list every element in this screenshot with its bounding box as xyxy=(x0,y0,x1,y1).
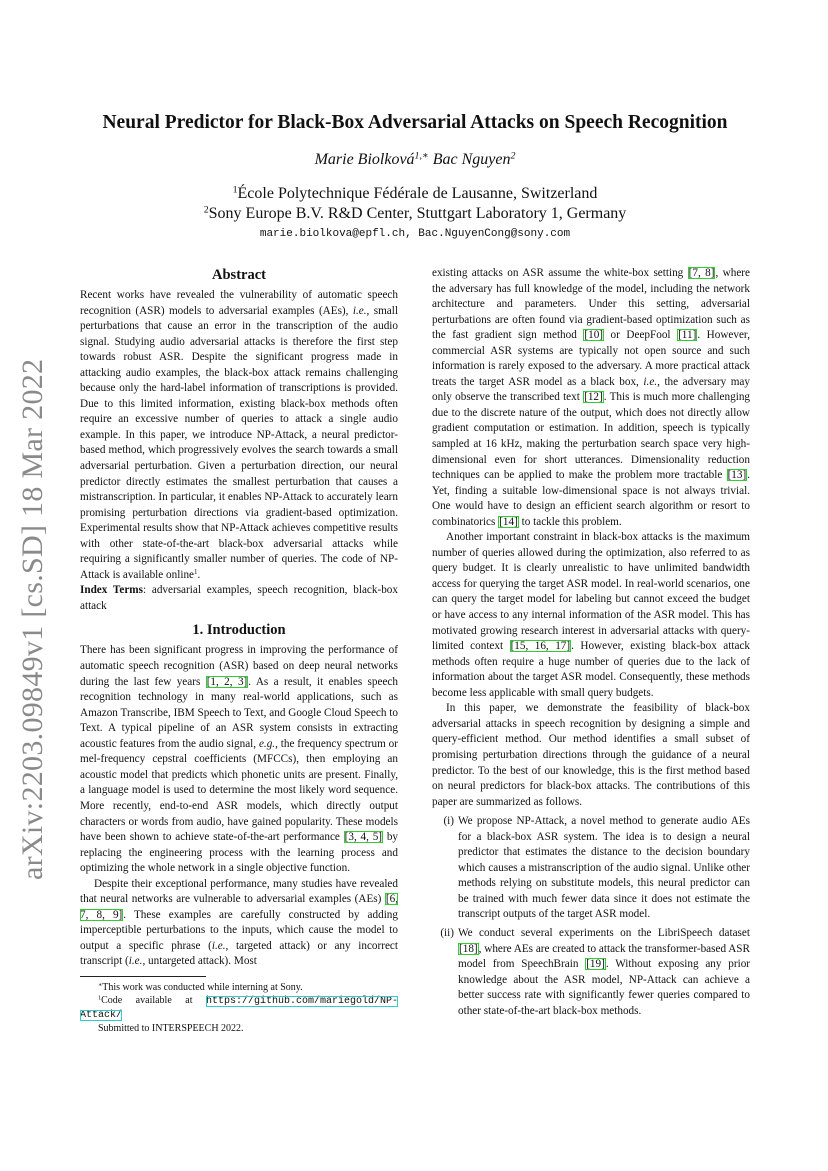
footnote-rule xyxy=(80,976,206,977)
intro-paragraph-5: In this paper, we demonstrate the feasibility of black-box adversarial attacks in speech recognition by designing a simple and query-efficient method. Our method identifies a small subset of promising perturbation directions through the guidance of a neural predictor. To the best of our knowledge, this is the first method based on neural predictors for black-box attacks. The contributions of this paper are summarized as follows. xyxy=(432,702,750,808)
intro-paragraph-3: existing attacks on ASR assume the white-box setting [7, 8], where the adversary has full knowledge of the model, including the network architecture and parameters. Under this setting, adversarial perturbations are often found via gradient-based optimization such as the fast gradient sign method [10] or DeepFool [11]. However, commercial ASR systems are typically not open source and such information is rarely exposed to the adversary. A more practical attack treats the target ASR model as a black box, i.e., the adversary may only observe the transcribed text [12]. This is much more challenging due to the discrete nature of the output, which does not directly allow gradient computation or estimation. In addition, speech is typically sampled at 16 kHz, making the perturbation search space very high-dimensional even for short utterances. Dimensionality reduction techniques can be applied to make the problem more tractable [13]. Yet, finding a suitable low-dimensional space is not always trivial. One would have to design an efficient search algorithm or resort to combinatorics [14] to tackle this problem. xyxy=(432,267,751,528)
citation-link[interactable]: [1, 2, 3] xyxy=(206,675,248,688)
footnote-star: ∗This work was conducted while interning at Sony. xyxy=(98,981,303,993)
contribution-item-1: (i) We propose NP-Attack, a novel method to generate audio AEs for a black-box ASR system. The idea is to design a neural predictor that estimates the distance to the decision boundary which causes a mistranscription of the audio signal. Unlike other methods relying on substitute models, this neural predictor can be trained with much fewer data since it does not estimate the transcript outputs of the target ASR model. xyxy=(443,815,750,921)
arxiv-identifier-stamp xyxy=(16,360,66,880)
affiliation-1: $^1$École Polytechnique Fédérale de Lausanne, Switzerland xyxy=(232,184,598,202)
citation-link[interactable]: [7, 8] xyxy=(688,267,715,279)
citation-link[interactable]: [14] xyxy=(499,515,518,528)
abstract-body: Recent works have revealed the vulnerability of automatic speech recognition (ASR) models to adversarial examples (AEs), i.e., small perturbations that cause an error in the transcription of the audio signal. Studying audio adversarial attacks is therefore the first step towards robust ASR. Despite the significant progress made in attacking audio examples, the black-box attack remains challenging because only the hard-label information of transcriptions is provided. Due to this limited information, existing black-box methods often require an excessive number of queries to attack a single audio example. In this paper, we introduce NP-Attack, a neural predictor-based method, which progressively evolves the search towards a small adversarial perturbation. Given a perturbation direction, our neural predictor directly estimates the smallest perturbation that causes a mistranscription. In particular, it enables NP-Attack to accurately learn promising perturbation directions via gradient-based optimization. Experimental results show that NP-Attack achieves competitive results with other state-of-the-art black-box adversarial attacks while requiring a significantly smaller number of queries. The code of NP-Attack is available online$^1$. xyxy=(80,289,398,581)
author-1-name: Marie Biolková xyxy=(314,151,415,168)
contribution-item-2: (ii) We conduct several experiments on the LibriSpeech dataset [18], where AEs are created to attack the transformer-based ASR model from SpeechBrain [19]. Without exposing any prior knowledge about the ASR model, NP-Attack can achieve a better success rate with significantly fewer queries compared to other state-of-the-art black-box methods. xyxy=(440,926,751,1017)
author-2-name: Bac Nguyen xyxy=(432,151,511,168)
citation-link[interactable]: [12] xyxy=(584,391,603,404)
intro-paragraph-4: Another important constraint in black-box attacks is the maximum number of queries allowed during the optimization, also referred to as query budget. It is clearly unrealistic to have unlimited bandwidth access for querying the target ASR model. In real-world scenarios, one can query the target model for labeling but cannot exceed the budget or have access to any internal information of the ASR model. This has motivated growing research interest in adversarial attacks with query-limited context [15, 16, 17]. However, existing black-box attack methods often require a huge number of queries due to the lack of information about the target ASR model. Consequently, these methods become less applicable with small query budgets. xyxy=(432,531,750,699)
citation-link[interactable]: [19] xyxy=(586,958,605,971)
abstract-heading: Abstract xyxy=(212,267,266,283)
footnote-1: $^1$Code available at https://github.com/mariegold/NP-Attack/ xyxy=(80,994,398,1021)
left-column xyxy=(80,266,398,970)
footnotes xyxy=(80,976,398,1035)
author-2-mark: 2 xyxy=(510,150,516,162)
author-line xyxy=(60,151,770,169)
code-url-link[interactable]: https://github.com/mariegold/NP-Attack/ xyxy=(80,996,398,1021)
arxiv-identifier-text: arXiv:2203.09849v1 [cs.SD] 18 Mar 2022 xyxy=(16,358,49,880)
contributions-list xyxy=(432,814,750,1019)
right-column xyxy=(432,266,750,1022)
intro-paragraph-1: There has been significant progress in improving the performance of automatic speech recognition (ASR) based on deep neural networks during the last few years [1, 2, 3]. As a result, it enables speech recognition technology in many real-world applications, such as Amazon Transcribe, IBM Speech to Text, and Google Cloud Speech to Text. A typical pipeline of an ASR system consists in extracting acoustic features from the audio signal, e.g., the frequency spectrum or mel-frequency cepstral coefficients (MFCCs), then employing an acoustic model that predicts which phonetic units are present. Finally, a language model is used to determine the most likely word sequence. More recently, end-to-end ASR models, which directly output characters or words from audio, have gained popularity. These models have been shown to achieve state-of-the-art performance [3, 4, 5] by replacing the engineering process with the learning process and optimizing the whole network in a single objective function. xyxy=(80,644,399,875)
affiliation-2: $^2$Sony Europe B.V. R&D Center, Stuttgart Laboratory 1, Germany xyxy=(203,204,627,222)
index-terms: Index Terms: adversarial examples, speech recognition, black-box attack xyxy=(80,584,398,612)
citation-link[interactable]: [11] xyxy=(678,329,697,342)
citation-link[interactable]: [18] xyxy=(459,942,478,955)
paper-title: Neural Predictor for Black-Box Adversarial Attacks on Speech Recognition xyxy=(102,112,728,133)
footnote-1-ref[interactable]: 1 xyxy=(194,568,198,577)
citation-link[interactable]: [13] xyxy=(727,469,747,482)
citation-link[interactable]: [10] xyxy=(584,329,604,342)
author-emails: marie.biolkova@epfl.ch, Bac.NguyenCong@sony.com xyxy=(259,228,571,240)
citation-link[interactable]: [6, 7, 8, 9] xyxy=(80,893,398,921)
citation-link[interactable]: [3, 4, 5] xyxy=(344,831,383,844)
submission-note: Submitted to INTERSPEECH 2022. xyxy=(98,1023,244,1034)
intro-paragraph-2: Despite their exceptional performance, many studies have revealed that neural networks are vulnerable to adversarial examples (AEs) [6, 7, 8, 9]. These examples are carefully constructed by adding imperceptible perturbations to the inputs, which cause the model to output a specific phrase (i.e., targeted attack) or any incorrect transcript (i.e., untargeted attack). Most xyxy=(80,877,398,968)
author-1-mark: 1,∗ xyxy=(414,150,429,162)
introduction-heading: 1. Introduction xyxy=(192,622,286,639)
citation-link[interactable]: [15, 16, 17] xyxy=(510,640,571,653)
